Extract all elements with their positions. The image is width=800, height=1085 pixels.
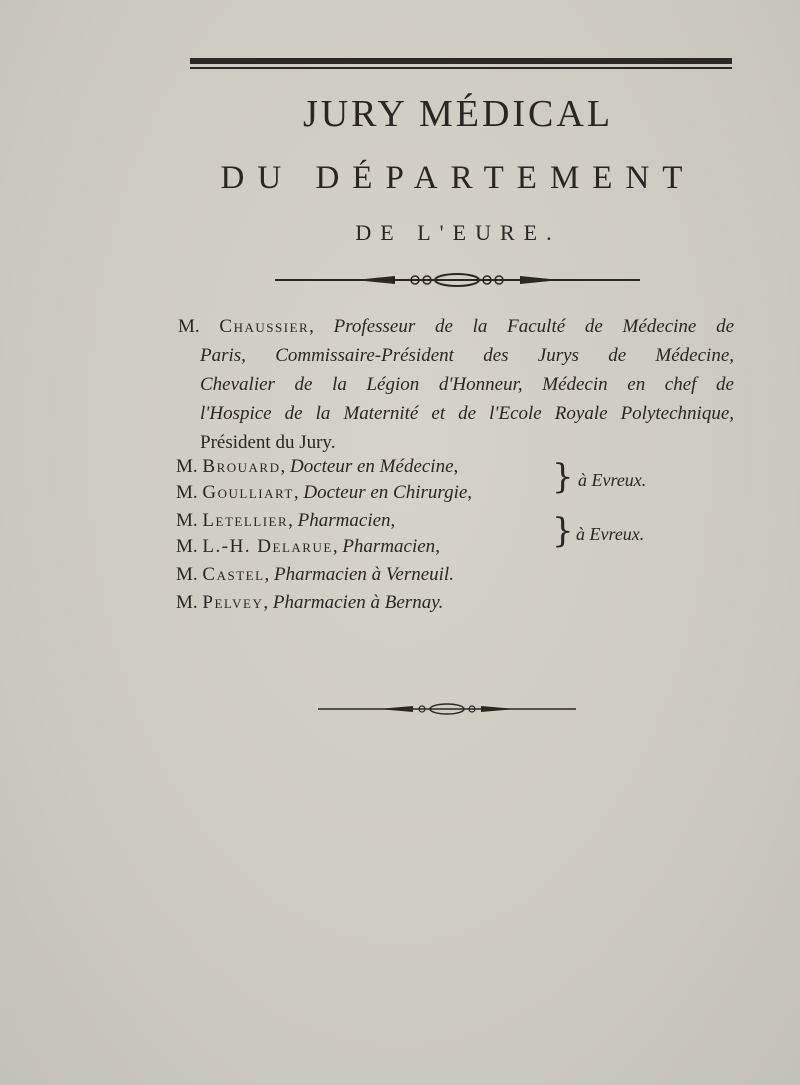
president-line-1-text: Professeur de la Faculté de Médecine de xyxy=(333,316,735,337)
member-name: Castel xyxy=(202,564,265,585)
member-prefix: M. xyxy=(176,510,198,531)
top-double-rule xyxy=(190,58,732,69)
brace-group-2: } xyxy=(552,511,574,551)
member-title: Pharmacien à Bernay. xyxy=(272,592,444,613)
member-prefix: M. xyxy=(176,592,198,613)
rule-thick xyxy=(190,58,732,64)
member-prefix: M. xyxy=(176,564,198,585)
president-line-5: Président du Jury. xyxy=(200,432,336,453)
member-title: Pharmacien xyxy=(297,510,391,531)
member-row: M. Pelvey, Pharmacien à Bernay. xyxy=(176,592,444,613)
member-name: Goulliart xyxy=(202,482,294,503)
president-line-4: l'Hospice de la Maternité et de l'Ecole Royale Polytechnique, xyxy=(200,403,734,424)
president-name: Chaussier xyxy=(219,316,310,337)
member-row: M. Letellier, Pharmacien, xyxy=(176,510,396,531)
member-row: M. Goulliart, Docteur en Chirurgie, xyxy=(176,482,473,503)
member-title: Docteur en Chirurgie xyxy=(303,482,468,503)
member-title: Docteur en Médecine xyxy=(289,456,454,477)
member-row: M. Castel, Pharmacien à Verneuil. xyxy=(176,564,454,585)
member-row: M. Brouard, Docteur en Médecine, xyxy=(176,456,459,477)
member-prefix: M. xyxy=(176,536,198,557)
location-group-1: à Evreux. xyxy=(578,470,647,490)
president-entry xyxy=(178,312,734,457)
title-eure: DE L'EURE. xyxy=(355,220,561,245)
member-title: Pharmacien à Verneuil. xyxy=(274,564,454,585)
title-departement: DU DÉPARTEMENT xyxy=(220,160,696,196)
member-row: M. L.-H. Delarue, Pharmacien, xyxy=(176,536,440,557)
president-prefix: M. xyxy=(178,316,200,337)
president-line-3: Chevalier de la Légion d'Honneur, Médecin en chef de xyxy=(200,374,734,395)
title-jury-medical: JURY MÉDICAL xyxy=(302,93,614,135)
member-prefix: M. xyxy=(176,456,198,477)
member-name: Letellier xyxy=(202,510,289,531)
member-name: L.-H. Delarue xyxy=(202,536,333,557)
brace-group-1: } xyxy=(552,457,574,497)
rule-thin xyxy=(190,67,732,69)
member-name: Pelvey xyxy=(202,592,264,613)
location-group-2: à Evreux. xyxy=(576,524,645,544)
member-title: Pharmacien xyxy=(342,536,436,557)
member-name: Brouard xyxy=(202,456,281,477)
ornament-rule-bottom xyxy=(318,702,576,716)
president-line-2: Paris, Commissaire-Président des Jurys de Médecine, xyxy=(200,345,734,366)
ornament-rule-top xyxy=(275,272,640,288)
president-line-1: M. Chaussier, Professeur de la Faculté de Médecine de xyxy=(178,316,735,337)
member-prefix: M. xyxy=(176,482,198,503)
